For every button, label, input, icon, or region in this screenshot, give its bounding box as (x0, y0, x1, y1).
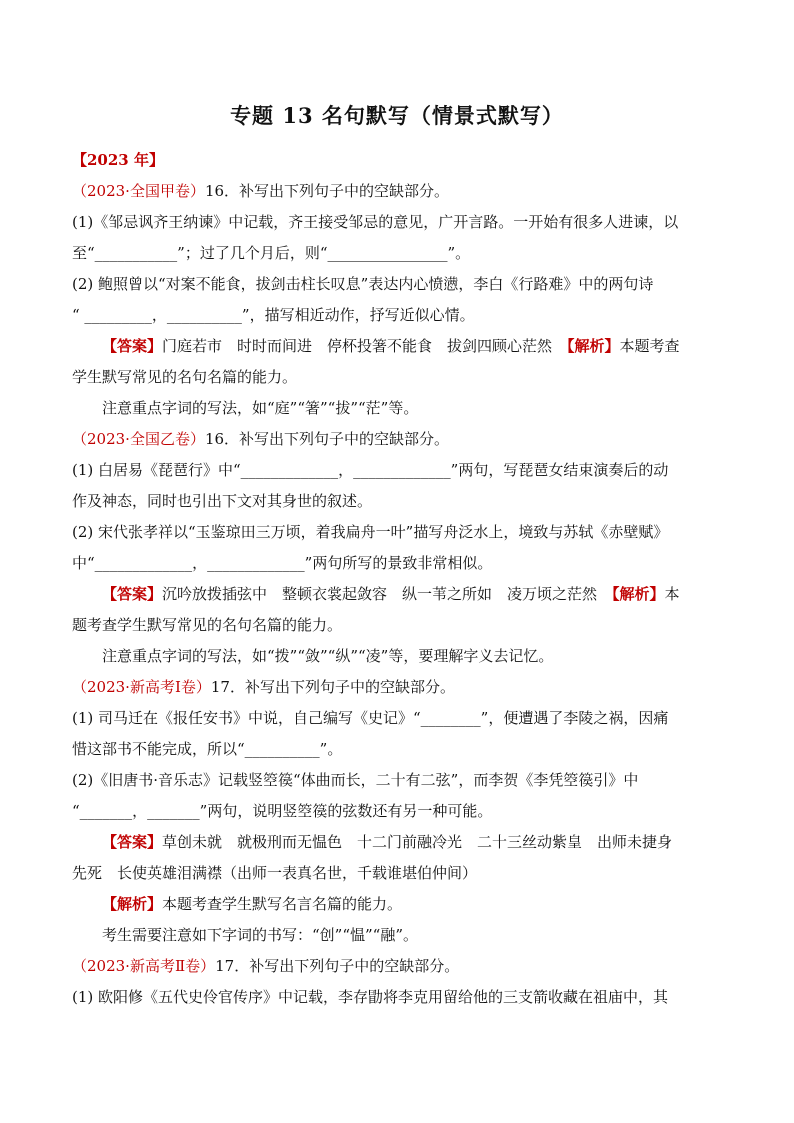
q2-analysis-line2: 题考查学生默写常见的名句名篇的能力。 (72, 616, 343, 634)
q1-header (72, 181, 732, 201)
q3-p2-line2: “_______，_______”两句，说明竖箜篌的弦数还有另一种可能。 (72, 802, 493, 820)
q4-header (72, 956, 732, 976)
q3-source: （2023·新高考Ⅰ卷） (72, 678, 211, 696)
q1-analysis-line2: 学生默写常见的名句名篇的能力。 (72, 368, 298, 386)
q3-header (72, 677, 732, 697)
q2-stem: 16．补写出下列句子中的空缺部分。 (204, 430, 450, 448)
q2-answer (102, 584, 762, 604)
q4-stem: 17．补写出下列句子中的空缺部分。 (215, 957, 460, 975)
q3-analysis-text: 本题考查学生默写名言名篇的能力。 (162, 895, 403, 913)
q3-p1-line1: (1) 司马迁在《报任安书》中说，自己编写《史记》“________”，便遭遇了李陵之祸，因痛 (72, 709, 669, 727)
q2-p1-line1: (1) 白居易《琵琶行》中“_____________，_____________”两句，写琵琶女结束演奏后的动 (72, 461, 669, 479)
q1-analysis-text1: 本题考查 (619, 337, 680, 355)
q3-p2-line1: (2)《旧唐书·音乐志》记载竖箜篌“体曲而长，二十有二弦”，而李贺《李凭箜篌引》中 (72, 771, 639, 789)
q2-header (72, 429, 732, 449)
year-header (72, 150, 732, 170)
q1-answer (102, 336, 762, 356)
q4-p1-line1: (1) 欧阳修《五代史伶官传序》中记载，李存勖将李克用留给他的三支箭收藏在祖庙中，其 (72, 988, 669, 1006)
q2-p2-line1: (2) 宋代张孝祥以“玉鉴琼田三万顷，着我扁舟一叶”描写舟泛水上，境致与苏轼《赤壁赋》 (72, 523, 669, 541)
q4-source: （2023·新高考Ⅱ卷） (72, 957, 216, 975)
page-title: 专题 13 名句默写（情景式默写） (230, 103, 564, 128)
q1-p2-line2: “ _________，__________”，描写相近动作，抒写近似心情。 (72, 306, 475, 324)
q2-p1-line2: 作及神态，同时也引出下文对其身世的叙述。 (72, 492, 373, 510)
q2-analysis-text1: 本 (664, 585, 680, 603)
q3-analysis (102, 894, 762, 914)
q2-p2-line2: 中“_____________，_____________”两句所写的景致非常相似。 (72, 554, 493, 572)
q2-answer-tag: 【答案】 (102, 585, 163, 603)
q1-stem: 16．补写出下列句子中的空缺部分。 (204, 182, 450, 200)
q3-answer-tag: 【答案】 (102, 833, 163, 851)
q1-note: 注意重点字词的写法，如“庭”“箸”“拔”“茫”等。 (102, 399, 419, 417)
q3-note: 考生需要注意如下字词的书写：“创”“愠”“融”。 (102, 926, 419, 944)
q2-analysis-tag: 【解析】 (612, 585, 665, 603)
q1-analysis-tag: 【解析】 (567, 337, 620, 355)
q1-p2-line1: (2) 鲍照曾以“对案不能食，拔剑击柱长叹息”表达内心愤懑，李白《行路难》中的两句诗 (72, 275, 654, 293)
q1-source: （2023·全国甲卷） (72, 182, 205, 200)
q3-answer-line1: 草创未就 就极刑而无愠色 十二门前融冷光 二十三丝动紫皇 出师未捷身 (162, 833, 673, 851)
q3-p1-line2: 惜这部书不能完成，所以“__________”。 (72, 740, 343, 758)
q1-p1-line2: 至“___________”；过了几个月后，则“________________”。 (72, 244, 471, 262)
q1-answer-text: 门庭若市 时时而间进 停杯投箸不能食 拔剑四顾心茫然 (162, 337, 568, 355)
year-header-text: 【2023 年】 (72, 151, 164, 169)
q2-source: （2023·全国乙卷） (72, 430, 205, 448)
q3-answer-line2: 先死 长使英雄泪满襟（出师一表真名世，千载谁堪伯仲间） (72, 864, 478, 882)
q2-note: 注意重点字词的写法，如“拨”“敛”“纵”“凌”等，要理解字义去记忆。 (102, 647, 554, 665)
q2-answer-text: 沉吟放拨插弦中 整顿衣裳起敛容 纵一苇之所如 凌万顷之茫然 (162, 585, 613, 603)
q1-p1-line1: (1)《邹忌讽齐王纳谏》中记载，齐王接受邹忌的意见，广开言路。一开始有很多人进谏，以 (72, 213, 679, 231)
q1-answer-tag: 【答案】 (102, 337, 163, 355)
q3-stem: 17．补写出下列句子中的空缺部分。 (210, 678, 455, 696)
q3-analysis-tag: 【解析】 (102, 895, 163, 913)
q3-answer (102, 832, 762, 852)
